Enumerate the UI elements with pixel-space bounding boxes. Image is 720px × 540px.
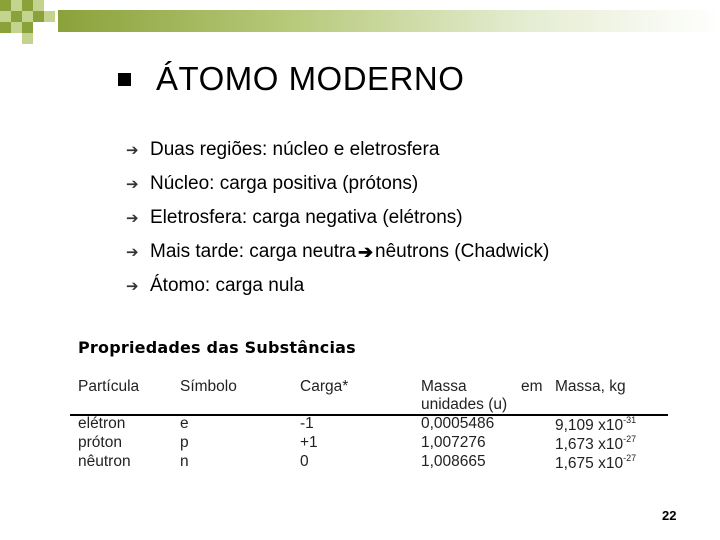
bullet-text: Átomo: carga nula <box>150 275 305 296</box>
cell-particula: nêutron <box>78 453 131 470</box>
properties-table <box>78 338 668 472</box>
inline-arrow-icon: ➔ <box>357 241 374 262</box>
cell-massa-u: 0,0005486 <box>421 415 495 432</box>
slide-title-row <box>118 60 464 98</box>
decor-square <box>22 22 33 33</box>
cell-simbolo: n <box>180 453 189 470</box>
bullet-text: Eletrosfera: carga negativa (elétrons) <box>150 207 463 228</box>
cell-particula: próton <box>78 434 122 451</box>
bullet-list <box>126 138 549 308</box>
header-massa-kg: Massa, kg <box>555 378 626 395</box>
square-bullet-icon <box>118 73 131 86</box>
decor-square <box>22 33 33 44</box>
cell-massa-kg: 1,675 $x10^{-27}$ <box>555 453 637 472</box>
decor-square <box>0 22 11 33</box>
decor-square <box>11 0 22 11</box>
bullet-item <box>126 240 549 264</box>
cell-simbolo: e <box>180 415 189 432</box>
cell-massa-kg: 1,673 $x10^{-27}$ <box>555 434 637 453</box>
decor-square <box>0 0 11 11</box>
bullet-item <box>126 206 549 230</box>
bullet-item <box>126 172 549 196</box>
bullet-text: Mais tarde: carga neutra <box>150 241 356 262</box>
header-massa: Massa <box>421 378 467 395</box>
cell-carga: +1 <box>300 434 318 451</box>
cell-carga: 0 <box>300 453 309 470</box>
bullet-item <box>126 274 549 298</box>
decor-square <box>11 22 22 33</box>
cell-carga: -1 <box>300 415 314 432</box>
arrow-right-icon: ➔ <box>126 210 139 227</box>
decor-square <box>33 11 44 22</box>
cell-particula: elétron <box>78 415 126 432</box>
arrow-right-icon: ➔ <box>126 176 139 193</box>
header-massa-em: em <box>521 378 543 395</box>
decor-square <box>33 0 44 11</box>
header-carga: Carga* <box>300 378 349 395</box>
decor-square <box>44 11 55 22</box>
cell-massa-u: 1,008665 <box>421 453 486 470</box>
cell-massa-kg: 9,109 $x10^{-31}$ <box>555 415 637 434</box>
bullet-text: nêutrons (Chadwick) <box>375 241 550 262</box>
cell-simbolo: p <box>180 434 189 451</box>
decor-square <box>22 11 33 22</box>
decor-square <box>0 11 11 22</box>
bullet-text: Núcleo: carga positiva (prótons) <box>150 173 419 194</box>
bullet-item <box>126 138 549 162</box>
header-gradient-bar <box>58 10 720 32</box>
page-number: 22 <box>662 508 677 523</box>
arrow-right-icon: ➔ <box>126 142 139 159</box>
header-particula: Partícula <box>78 378 140 395</box>
table-title: Propriedades das Substâncias <box>78 338 356 357</box>
arrow-right-icon: ➔ <box>126 244 139 261</box>
decor-square <box>11 11 22 22</box>
bullet-text: Duas regiões: núcleo e eletrosfera <box>150 139 440 160</box>
header-unidades: unidades (u) <box>421 396 508 413</box>
slide-title: ÁTOMO MODERNO <box>156 60 465 97</box>
decor-square <box>22 0 33 11</box>
cell-massa-u: 1,007276 <box>421 434 486 451</box>
header-simbolo: Símbolo <box>180 378 237 395</box>
arrow-right-icon: ➔ <box>126 278 139 295</box>
